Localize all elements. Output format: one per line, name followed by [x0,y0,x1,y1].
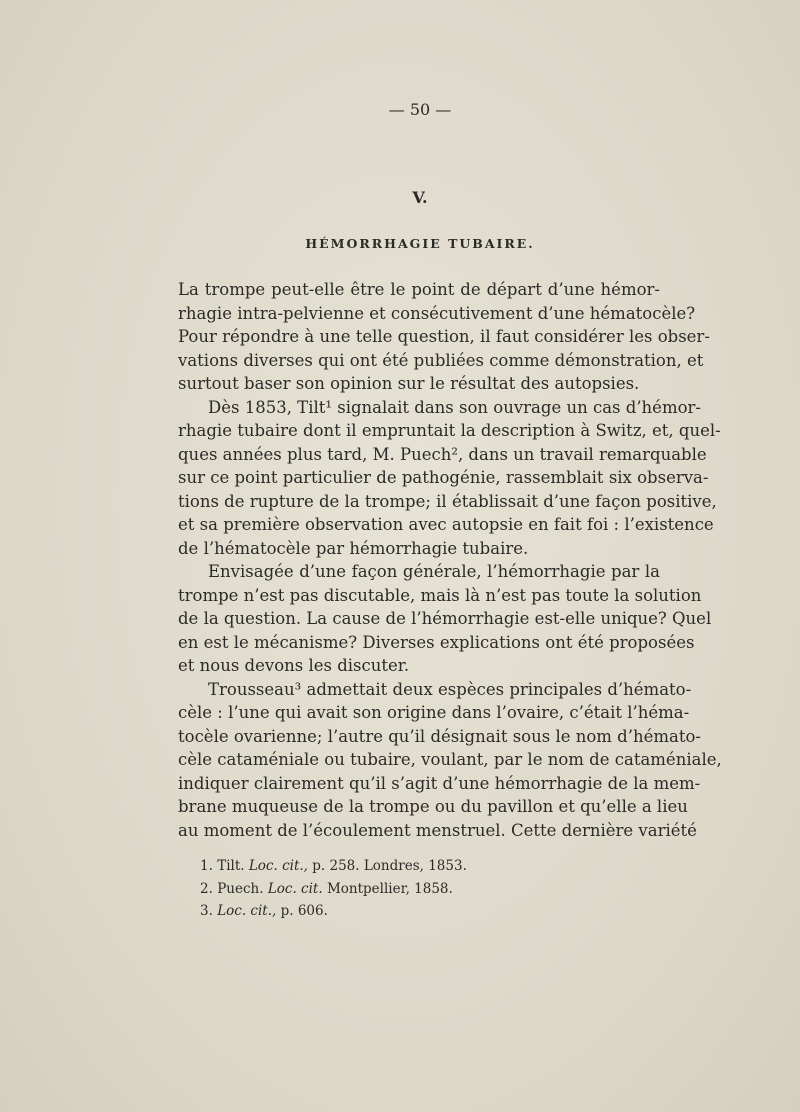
section-number: V. [412,188,428,207]
text-line: indiquer clairement qu’il s’agit d’une hémorrhagie de la mem- [178,773,701,793]
footnote-ref: Loc. cit. [267,881,323,897]
footnote-num: 3. [200,903,213,919]
text-line: Envisagée d’une façon générale, l’hémorrhagie par la [208,562,660,581]
text-line: rhagie intra-pelvienne et consécutivement d’une hématocèle? [178,303,696,323]
body-text [178,278,722,842]
footnote-rest: p. 606. [280,903,328,919]
text-line: trompe n’est pas discutable, mais là n’est pas toute la solution [178,585,702,605]
text-line: Trousseau³ admettait deux espèces principales d’hémato- [208,679,692,699]
text-line: ques années plus tard, M. Puech², dans un travail remarquable [178,444,707,464]
text-line: au moment de l’écoulement menstruel. Cette dernière variété [178,820,697,840]
text-line: et sa première observation avec autopsie en fait foi : l’existence [178,515,714,534]
text-line: vations diverses qui ont été publiées comme démonstration, et [178,350,704,370]
footnote-num: 1. [200,858,213,874]
text-line: tions de rupture de la trompe; il établissait d’une façon positive, [178,491,717,511]
footnote-num: 2. [200,881,213,897]
text-line: sur ce point particulier de pathogénie, rassemblait six observa- [178,468,709,487]
paragraph [178,396,721,561]
footnote-author: Tilt. [217,858,245,874]
footnote-rest: p. 258. Londres, 1853. [312,858,467,874]
paragraph [178,678,722,843]
footnote-ref: Loc. cit., [217,903,277,919]
text-line: cèle : l’une qui avait son origine dans l’ovaire, c’était l’héma- [178,703,690,722]
text-line: La trompe peut-elle être le point de départ d’une hémor- [178,280,660,299]
footnote [200,903,328,919]
footnote-author: Puech. [217,881,264,897]
text-line: Dès 1853, Tilt¹ signalait dans son ouvrage un cas d’hémor- [208,397,701,417]
text-line: rhagie tubaire dont il empruntait la description à Switz, et, quel- [178,421,721,440]
footnote [200,858,467,874]
footnote-ref: Loc. cit., [248,858,308,874]
text-line: en est le mécanisme? Diverses explications ont été proposées [178,632,695,652]
section-title: HÉMORRHAGIE TUBAIRE. [305,236,535,251]
text-line: tocèle ovarienne; l’autre qu’il désignait sous le nom d’hémato- [178,726,701,746]
footnote-rest: Montpellier, 1858. [326,881,453,897]
text-line: et nous devons les discuter. [178,656,410,675]
text-line: surtout baser son opinion sur le résultat des autopsies. [178,374,640,393]
text-line: cèle cataméniale ou tubaire, voulant, par le nom de cataméniale, [178,750,722,769]
text-line: brane muqueuse de la trompe ou du pavillon et qu’elle a lieu [178,797,688,816]
text-line: Pour répondre à une telle question, il faut considérer les obser- [178,327,710,346]
paragraph [178,560,712,678]
text-line: de la question. La cause de l’hémorrhagie est-elle unique? Quel [178,609,712,628]
page-number: — 50 — [388,100,452,119]
text-line: de l’hématocèle par hémorrhagie tubaire. [178,538,529,558]
footnote [200,881,453,897]
paragraph [178,278,710,396]
